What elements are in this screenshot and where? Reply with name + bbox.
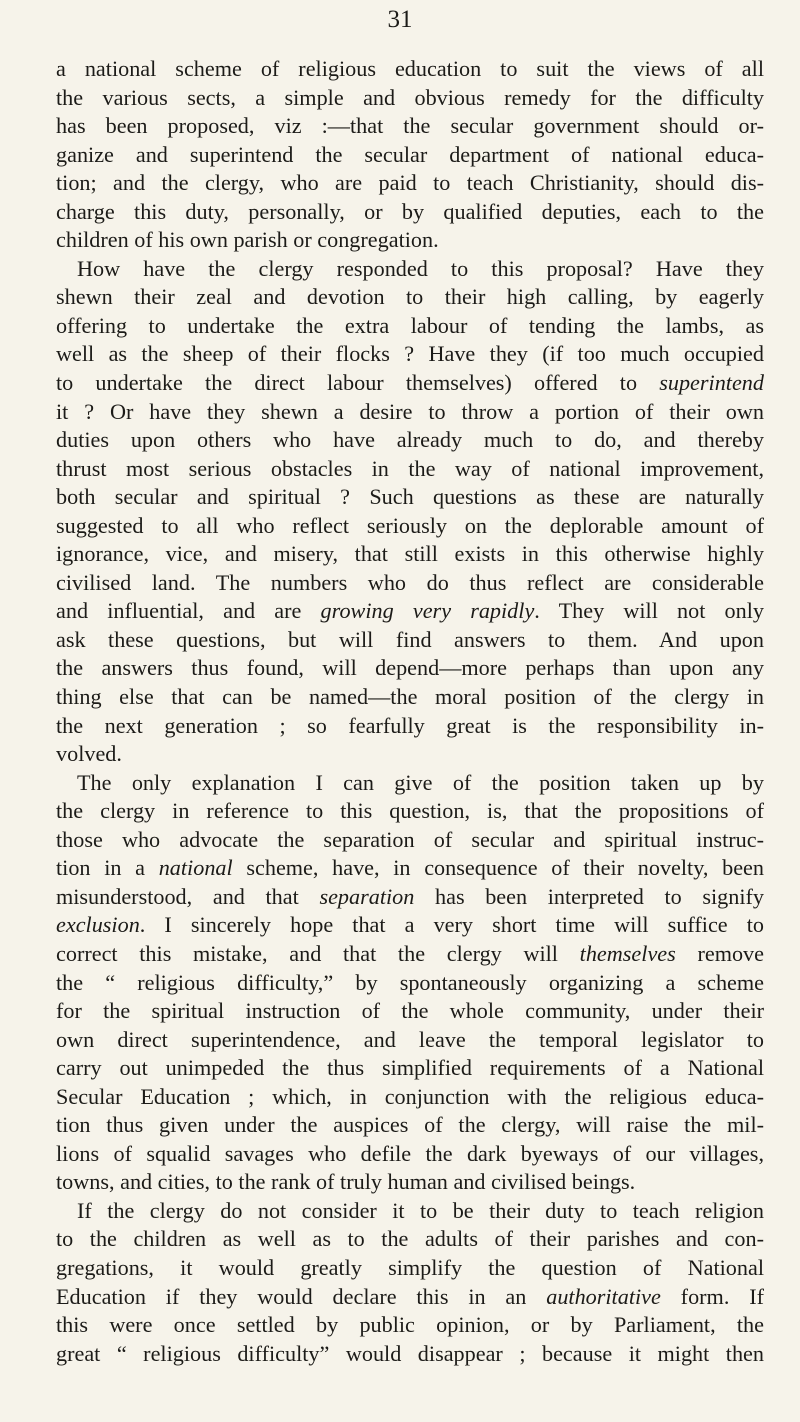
- text-span: the various sects, a simple and obvious remedy for the difficulty: [56, 84, 764, 110]
- text-span: ignorance, vice, and misery, that still exists in this otherwise highly: [56, 541, 764, 567]
- italic-text: themselves: [579, 940, 676, 966]
- text-span: ganize and superintend the secular department of national educa-: [56, 141, 764, 167]
- text-span: civilised land. The numbers who do thus reflect are considerable: [56, 569, 764, 595]
- text-line: [56, 969, 764, 998]
- text-span: ask these questions, but will find answers to them. And upon: [56, 626, 764, 652]
- text-span: gregations, it would greatly simplify the question of National: [56, 1254, 764, 1280]
- text-span: How have the clergy responded to this proposal? Have they: [77, 255, 764, 281]
- text-span: volved.: [56, 741, 122, 767]
- text-line: [56, 1168, 764, 1197]
- text-span: thing else that can be named—the moral position of the clergy in: [56, 684, 764, 710]
- text-line: [56, 1083, 764, 1112]
- text-line: [56, 540, 764, 569]
- text-line: [56, 1111, 764, 1140]
- text-span: tion in a: [56, 855, 159, 881]
- text-line: [56, 112, 764, 141]
- text-line: [56, 1054, 764, 1083]
- text-span: Secular Education ; which, in conjunction with the religious educa-: [56, 1083, 764, 1109]
- italic-text: growing very rapidly: [320, 598, 535, 624]
- italic-text: national: [158, 855, 233, 881]
- text-line: [56, 198, 764, 227]
- text-line: [56, 940, 764, 969]
- text-line: [56, 997, 764, 1026]
- italic-text: authoritative: [546, 1283, 661, 1309]
- text-span: towns, and cities, to the rank of truly human and civilised beings.: [56, 1169, 636, 1195]
- text-line: [56, 626, 764, 655]
- text-line: [56, 597, 764, 626]
- text-span: tion; and the clergy, who are paid to teach Christianity, should dis-: [56, 170, 764, 196]
- text-line: [56, 312, 764, 341]
- text-span: If the clergy do not consider it to be their duty to teach religion: [77, 1197, 764, 1223]
- text-line: [56, 369, 764, 398]
- text-line: [56, 883, 764, 912]
- text-line: [56, 255, 764, 284]
- text-line: [56, 1340, 764, 1369]
- text-line: [56, 169, 764, 198]
- text-span: has been proposed, viz :—that the secular government should or-: [56, 113, 764, 139]
- text-span: well as the sheep of their flocks ? Have they (if too much occupied: [56, 341, 764, 367]
- text-span: tion thus given under the auspices of the clergy, will raise the mil-: [56, 1112, 764, 1138]
- text-line: [56, 1254, 764, 1283]
- text-line: [56, 1140, 764, 1169]
- text-span: remove: [675, 940, 764, 966]
- text-line: [56, 683, 764, 712]
- text-line: [56, 340, 764, 369]
- text-span: a national scheme of religious education to suit the views of all: [56, 56, 764, 81]
- text-span: great “ religious difficulty” would disappear ; because it might then: [56, 1340, 764, 1366]
- text-span: the “ religious difficulty,” by spontaneously organizing a scheme: [56, 969, 764, 995]
- body-text: [56, 55, 764, 1368]
- text-span: lions of squalid savages who defile the dark byeways of our villages,: [56, 1140, 764, 1166]
- text-line: [56, 1225, 764, 1254]
- text-line: [56, 84, 764, 113]
- text-span: own direct superintendence, and leave the temporal legislator to: [56, 1026, 764, 1052]
- text-span: it ? Or have they shewn a desire to throw a portion of their own: [56, 398, 764, 424]
- text-span: . They will not only: [534, 598, 764, 624]
- text-span: shewn their zeal and devotion to their high calling, by eagerly: [56, 284, 764, 310]
- text-line: [56, 911, 764, 940]
- text-line: [56, 854, 764, 883]
- text-line: [56, 569, 764, 598]
- text-span: thrust most serious obstacles in the way of national improvement,: [56, 455, 764, 481]
- text-line: [56, 512, 764, 541]
- text-span: for the spiritual instruction of the whole community, under their: [56, 998, 764, 1024]
- page-number: 31: [387, 6, 413, 33]
- text-span: the clergy in reference to this question, is, that the propositions of: [56, 798, 764, 824]
- text-span: form. If: [660, 1283, 764, 1309]
- text-span: this were once settled by public opinion, or by Parliament, the: [56, 1312, 764, 1338]
- text-line: [56, 1283, 764, 1312]
- text-line: [56, 654, 764, 683]
- text-span: . I sincerely hope that a very short time will suffice to: [139, 912, 764, 938]
- text-span: carry out unimpeded the thus simplified requirements of a National: [56, 1055, 764, 1081]
- text-line: [56, 1026, 764, 1055]
- text-span: duties upon others who have already much to do, and thereby: [56, 427, 764, 453]
- text-line: [56, 55, 764, 84]
- text-line: [56, 797, 764, 826]
- text-line: [56, 769, 764, 798]
- italic-text: separation: [319, 883, 415, 909]
- text-span: The only explanation I can give of the position taken up by: [77, 769, 764, 795]
- text-span: Education if they would declare this in an: [56, 1283, 547, 1309]
- text-span: scheme, have, in consequence of their novelty, been: [232, 855, 764, 881]
- text-span: suggested to all who reflect seriously on the deplorable amount of: [56, 512, 764, 538]
- text-line: [56, 712, 764, 741]
- text-line: [56, 1311, 764, 1340]
- text-span: to undertake the direct labour themselves) offered to: [56, 370, 660, 396]
- text-span: misunderstood, and that: [56, 883, 320, 909]
- text-span: those who advocate the separation of secular and spiritual instruc-: [56, 826, 764, 852]
- text-span: and influential, and are: [56, 598, 321, 624]
- text-span: both secular and spiritual ? Such questions as these are naturally: [56, 484, 764, 510]
- text-line: [56, 483, 764, 512]
- text-line: [56, 283, 764, 312]
- text-line: [56, 426, 764, 455]
- text-line: [56, 740, 764, 769]
- italic-text: superintend: [659, 370, 764, 396]
- text-line: [56, 455, 764, 484]
- text-span: charge this duty, personally, or by qualified deputies, each to the: [56, 198, 764, 224]
- text-line: [56, 1197, 764, 1226]
- text-span: to the children as well as to the adults of their parishes and con-: [56, 1226, 764, 1252]
- text-line: [56, 226, 764, 255]
- italic-text: exclusion: [56, 912, 140, 938]
- text-line: [56, 141, 764, 170]
- text-span: offering to undertake the extra labour of tending the lambs, as: [56, 312, 764, 338]
- text-line: [56, 826, 764, 855]
- text-span: children of his own parish or congregation.: [56, 227, 439, 253]
- text-span: correct this mistake, and that the clergy will: [56, 940, 580, 966]
- text-line: [56, 398, 764, 427]
- text-span: the next generation ; so fearfully great is the responsibility in-: [56, 712, 764, 738]
- text-span: the answers thus found, will depend—more perhaps than upon any: [56, 655, 764, 681]
- text-span: has been interpreted to signify: [414, 883, 764, 909]
